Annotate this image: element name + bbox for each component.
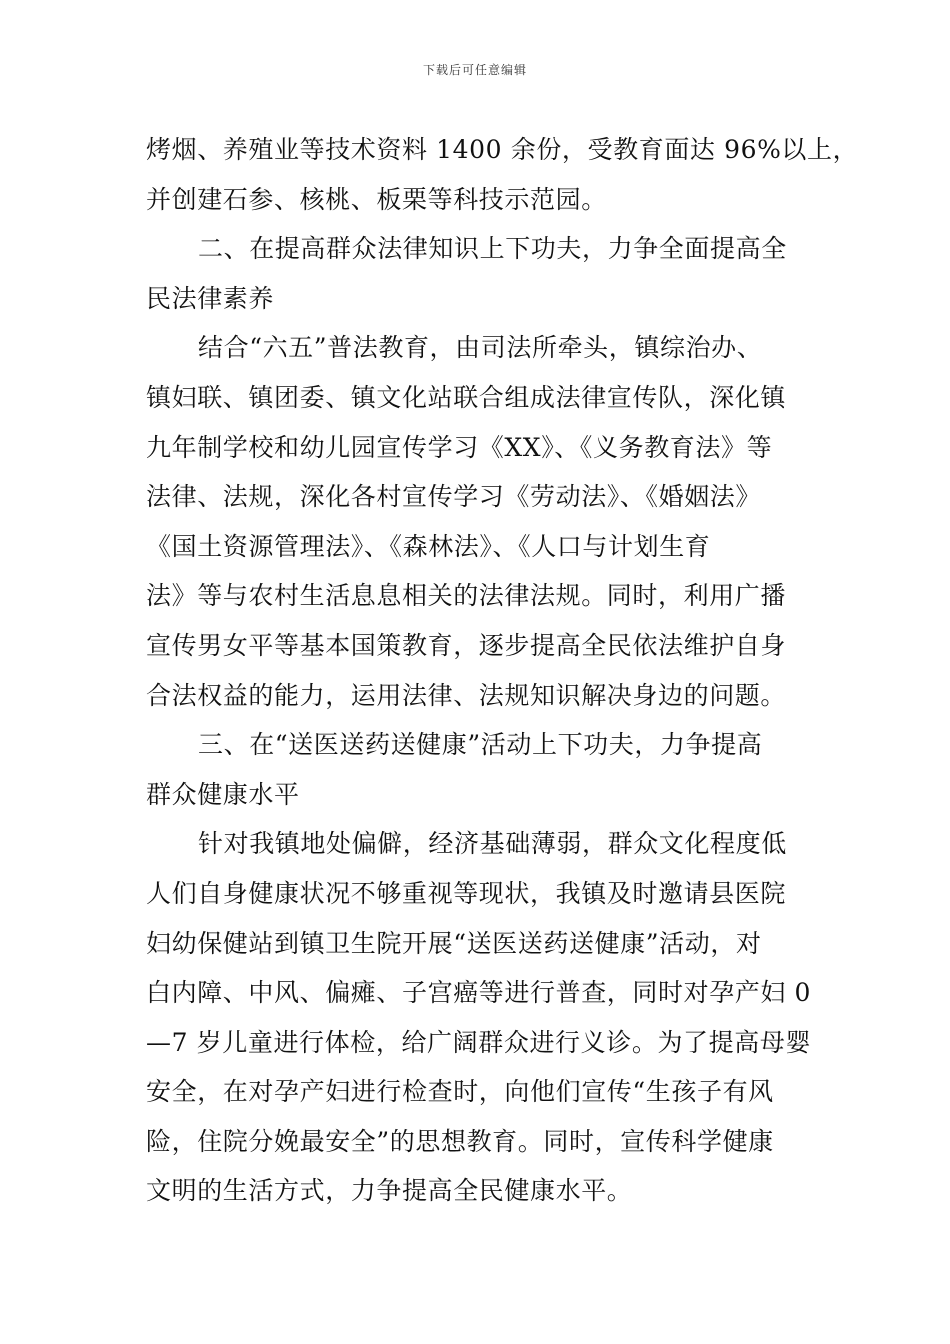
document-body (146, 125, 859, 1216)
text-line: 《国土资源管理法》、《森林法》、《人口与计划生育 (146, 531, 711, 561)
text-line: —7 岁儿童进行体检，给广阔群众进行义诊。为了提高母婴 (146, 1027, 812, 1057)
text-line: 白内障、中风、偏瘫、子宫癌等进行普查，同时对孕产妇 0 (146, 978, 812, 1008)
page-header-note: 下载后可任意编辑 (422, 63, 527, 77)
text-line: 险，住院分娩最安全”的思想教育。同时，宣传科学健康 (146, 1126, 774, 1156)
text-line: 妇幼保健站到镇卫生院开展“送医送药送健康”活动，对 (146, 928, 762, 958)
text-line: 烤烟、养殖业等技术资料 1400 余份，受教育面达 96%以上， (146, 135, 859, 164)
text-line: 宣传男女平等基本国策教育，逐步提高全民依法维护自身 (146, 630, 787, 660)
text-line: 人们自身健康状况不够重视等现状，我镇及时邀请县医院 (146, 878, 787, 908)
text-line: 文明的生活方式，力争提高全民健康水平。 (146, 1176, 633, 1206)
text-line: 法律、法规，深化各村宣传学习《劳动法》、《婚姻法》 (146, 482, 762, 512)
text-line: 法》等与农村生活息息相关的法律法规。同时，利用广播 (146, 581, 787, 611)
text-line: 并创建石参、核桃、板栗等科技示范园。 (146, 184, 607, 214)
text-line: 合法权益的能力，运用法律、法规知识解决身边的问题。 (146, 680, 787, 710)
text-line: 安全，在对孕产妇进行检查时，向他们宣传“生孩子有风 (146, 1077, 774, 1107)
section-heading-line: 群众健康水平 (146, 779, 300, 809)
section-heading-line: 三、在“送医送药送健康”活动上下功夫，力争提高 (198, 730, 763, 760)
section-heading-line: 二、在提高群众法律知识上下功夫，力争全面提高全 (198, 234, 787, 264)
text-line: 九年制学校和幼儿园宣传学习《XX》、《义务教育法》等 (146, 432, 773, 462)
paragraph-start-line: 针对我镇地处偏僻，经济基础薄弱，群众文化程度低 (198, 829, 787, 859)
text-line: 镇妇联、镇团委、镇文化站联合组成法律宣传队，深化镇 (146, 382, 787, 412)
paragraph-start-line: 结合“六五”普法教育，由司法所牵头，镇综治办、 (198, 333, 763, 363)
section-heading-line: 民法律素养 (146, 283, 275, 313)
